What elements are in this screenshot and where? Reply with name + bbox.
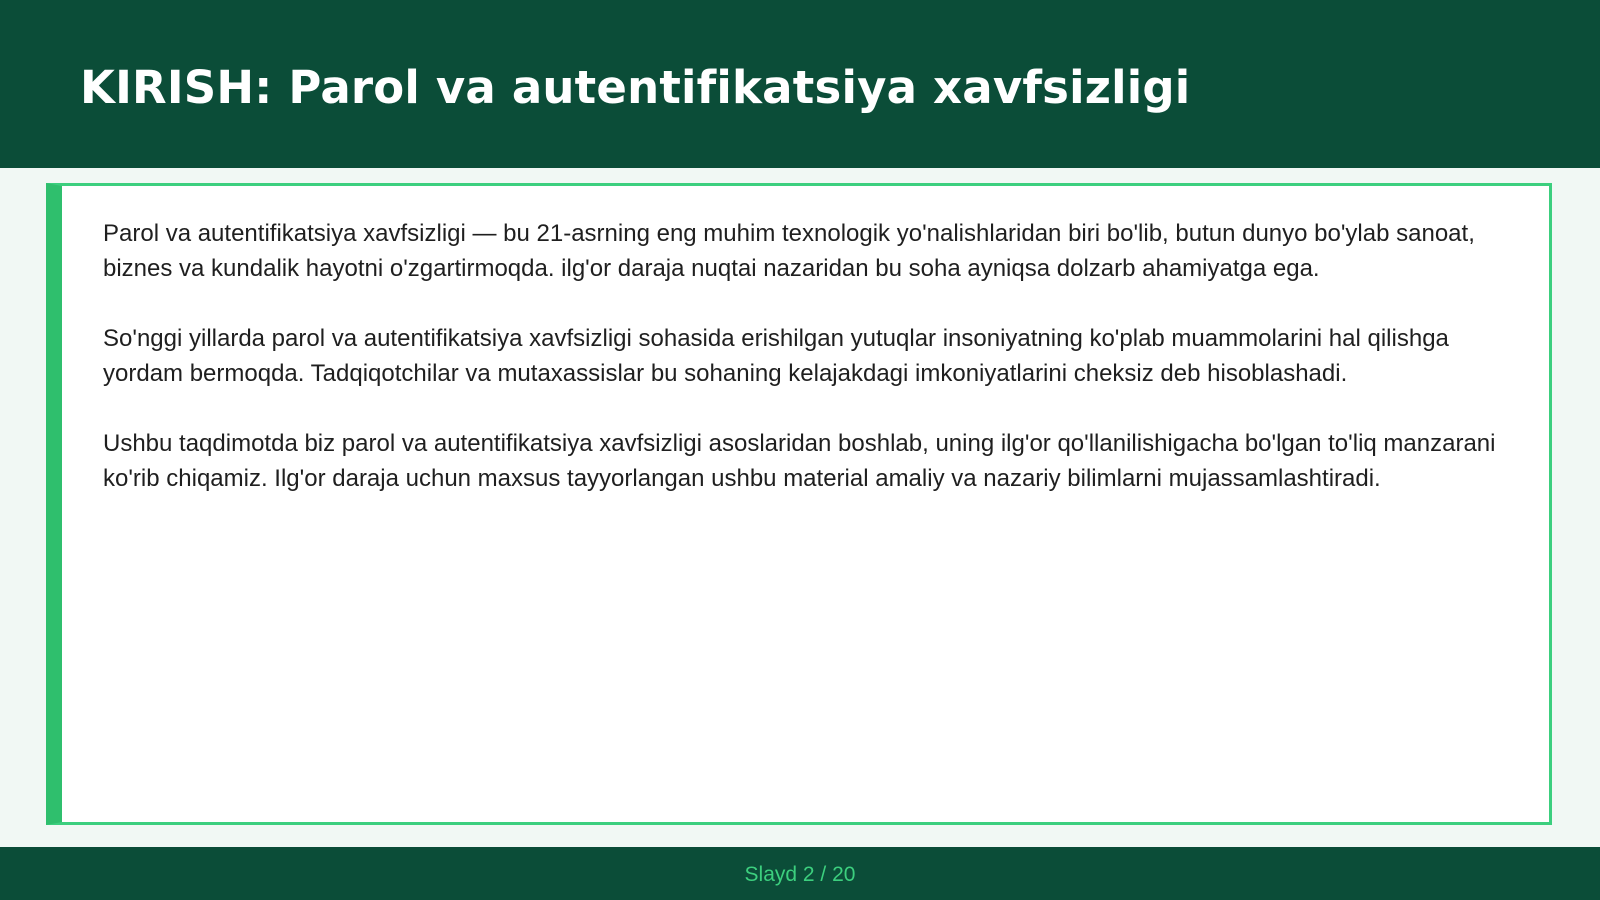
paragraph-1: Parol va autentifikatsiya xavfsizligi — bu 21-asrning eng muhim texnologik yo'nalishlaridan biri bo'lib, butun dunyo bo'ylab sanoat, biznes va kundalik hayotni o'zgartirmoqda. ilg'or daraja nuqtai nazaridan bu soha ayniqsa dolzarb ahamiyatga ega. [103, 220, 1475, 282]
slide-footer [0, 847, 1600, 900]
slide-title: KIRISH: Parol va autentifikatsiya xavfsizligi [80, 61, 1191, 114]
slide-header [0, 0, 1600, 168]
content-card [46, 183, 1552, 825]
paragraph-3: Ushbu taqdimotda biz parol va autentifikatsiya xavfsizligi asoslaridan boshlab, uning ilg'or qo'llanilishigacha bo'lgan to'liq manzarani ko'rib chiqamiz. Ilg'or daraja uchun maxsus tayyorlangan ushbu material amaliy va nazariy bilimlarni mujassamlashtiradi. [103, 430, 1496, 492]
paragraph-2: So'nggi yillarda parol va autentifikatsiya xavfsizligi sohasida erishilgan yutuqlar insoniyatning ko'plab muammolarini hal qilishga yordam bermoqda. Tadqiqotchilar va mutaxassislar bu sohaning kelajakdagi imkoniyatlarini cheksiz deb hisoblashadi. [103, 325, 1449, 387]
slide-counter: Slayd 2 / 20 [744, 863, 856, 886]
content-body [103, 216, 1523, 531]
